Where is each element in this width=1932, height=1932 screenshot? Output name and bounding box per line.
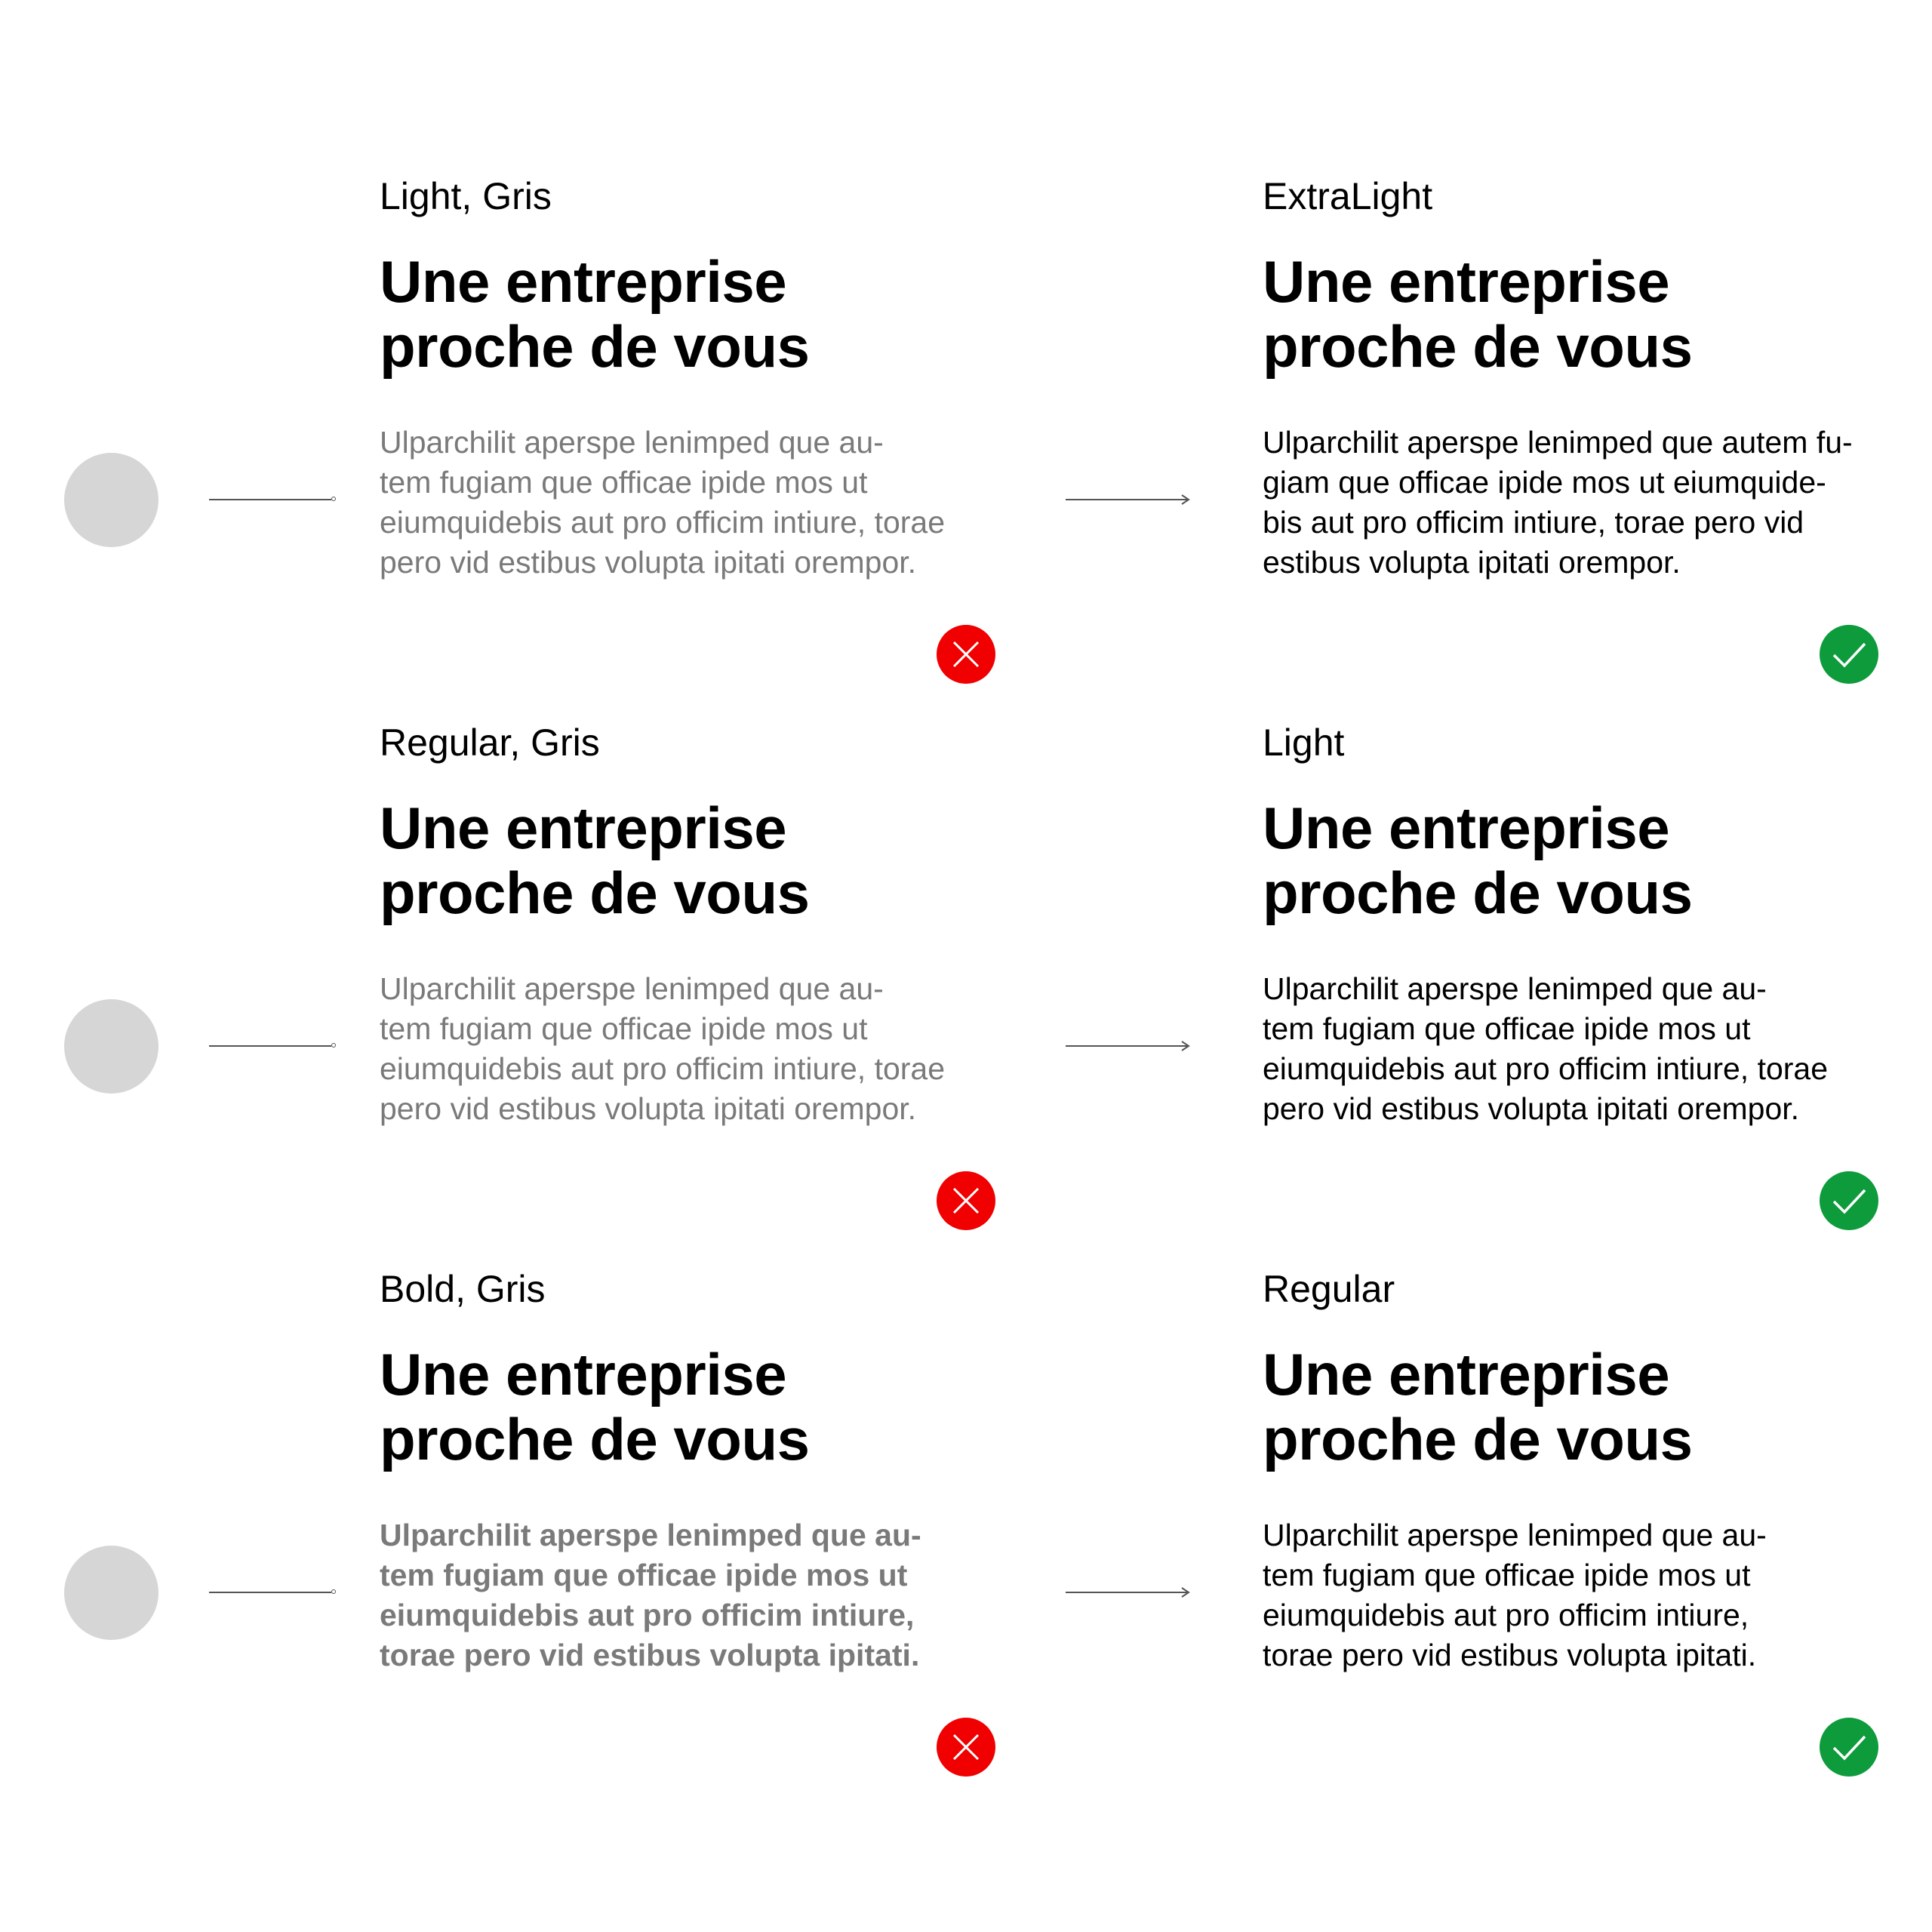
weight-label: Light <box>1263 721 1345 764</box>
sample-headline: Une entreprise proche de vous <box>380 795 810 926</box>
sample-body: Ulparchilit aperspe lenimped que au- tem fugiam que officae ipide mos ut eiumquidebis aut pro officim intiure, torae pero vid estibus volupta ipitati. <box>1263 1518 1767 1672</box>
close-icon <box>937 625 995 684</box>
placeholder-circle <box>64 1546 158 1640</box>
connector-line <box>209 1592 331 1593</box>
comparison-row-1 <box>0 174 1932 717</box>
check-icon <box>1820 1718 1878 1777</box>
sample-body: Ulparchilit aperspe lenimped que autem fu- giam que officae ipide mos ut eiumquide- bis aut pro officim intiure, torae pero vid estibus volupta ipitati orempor. <box>1263 425 1853 580</box>
sample-body: Ulparchilit aperspe lenimped que au- tem fugiam que officae ipide mos ut eiumquidebis aut pro officim intiure, torae pero vid estibus volupta ipitati orempor. <box>380 971 946 1126</box>
weight-label: Bold, Gris <box>380 1268 546 1310</box>
weight-label: ExtraLight <box>1263 175 1433 217</box>
connector-line <box>209 499 331 500</box>
weight-label: Regular <box>1263 1268 1395 1310</box>
arrow-right-icon <box>1066 1040 1190 1052</box>
close-icon <box>937 1171 995 1230</box>
sample-headline: Une entreprise proche de vous <box>1263 248 1693 380</box>
comparison-row-2 <box>0 720 1932 1263</box>
sample-body: Ulparchilit aperspe lenimped que au- tem fugiam que officae ipide mos ut eiumquidebis aut pro officim intiure, torae pero vid estibus volupta ipitati. <box>380 1518 921 1672</box>
weight-label: Light, Gris <box>380 175 552 217</box>
sample-body: Ulparchilit aperspe lenimped que au- tem fugiam que officae ipide mos ut eiumquidebis aut pro officim intiure, torae pero vid estibus volupta ipitati orempor. <box>380 425 946 580</box>
arrow-right-icon <box>1066 494 1190 506</box>
sample-headline: Une entreprise proche de vous <box>1263 1341 1693 1472</box>
connector-line <box>209 1045 331 1047</box>
placeholder-circle <box>64 453 158 547</box>
close-icon <box>937 1718 995 1777</box>
arrow-right-icon <box>1066 1586 1190 1598</box>
check-icon <box>1820 625 1878 684</box>
placeholder-circle <box>64 999 158 1094</box>
comparison-row-3 <box>0 1266 1932 1810</box>
weight-label: Regular, Gris <box>380 721 600 764</box>
sample-headline: Une entreprise proche de vous <box>380 248 810 380</box>
sample-headline: Une entreprise proche de vous <box>380 1341 810 1472</box>
sample-headline: Une entreprise proche de vous <box>1263 795 1693 926</box>
check-icon <box>1820 1171 1878 1230</box>
sample-body: Ulparchilit aperspe lenimped que au- tem fugiam que officae ipide mos ut eiumquidebis aut pro officim intiure, torae pero vid estibus volupta ipitati orempor. <box>1263 971 1829 1126</box>
